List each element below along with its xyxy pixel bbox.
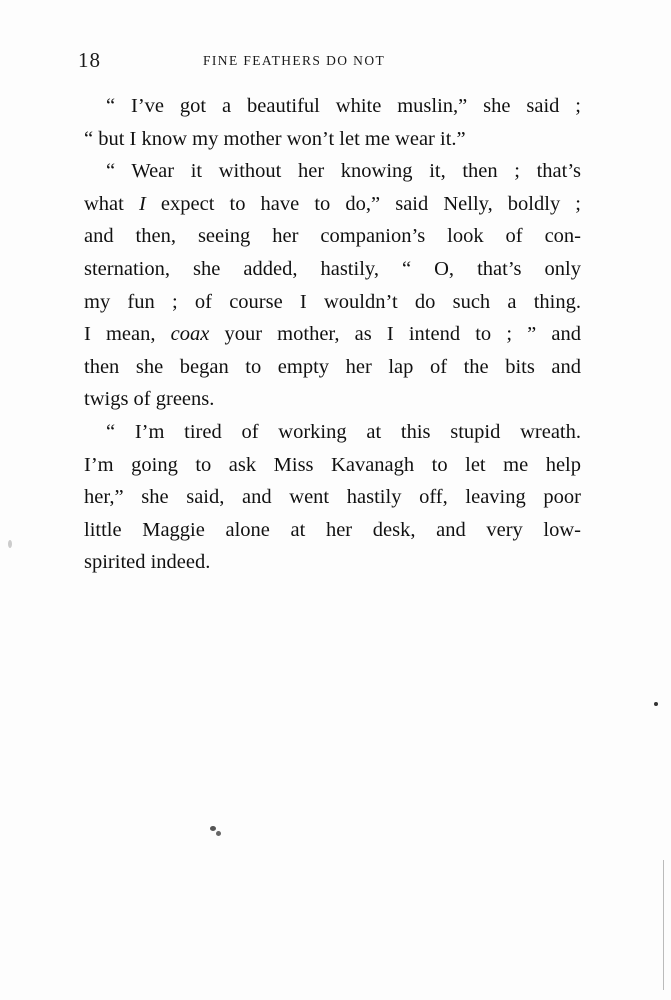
paragraph-3 bbox=[84, 416, 581, 579]
text-line: “ I’m tired of working at this stupid wreath. bbox=[106, 420, 581, 443]
paragraph-2 bbox=[84, 155, 581, 416]
italic-run: I bbox=[138, 192, 146, 215]
text-line: sternation, she added, hastily, “ O, that’s only bbox=[84, 257, 581, 280]
ink-speck bbox=[210, 826, 216, 831]
text-line: I’m going to ask Miss Kavanagh to let me help bbox=[84, 453, 581, 476]
body-text bbox=[84, 90, 581, 579]
ink-speck bbox=[216, 831, 221, 836]
text-line: then she began to empty her lap of the bits and bbox=[84, 355, 581, 378]
text-line: her,” she said, and went hastily off, leaving poor bbox=[84, 486, 581, 509]
text-run: expect to have to do,” said Nelly, boldly ; bbox=[145, 192, 581, 215]
text-run: I mean, bbox=[84, 323, 171, 346]
text-line: twigs of greens. bbox=[84, 388, 215, 411]
text-line bbox=[84, 188, 581, 221]
text-line: my fun ; of course I wouldn’t do such a thing. bbox=[84, 290, 581, 313]
ink-speck bbox=[654, 702, 658, 706]
running-title: FINE FEATHERS DO NOT bbox=[203, 53, 386, 68]
text-run: what bbox=[84, 192, 139, 215]
page-edge bbox=[663, 860, 664, 990]
text-line: “ I’ve got a beautiful white muslin,” she said ; bbox=[106, 95, 581, 117]
text-line: “ but I know my mother won’t let me wear it.” bbox=[84, 127, 466, 150]
text-line: little Maggie alone at her desk, and very low- bbox=[84, 518, 581, 541]
text-line: “ Wear it without her knowing it, then ; that’s bbox=[106, 160, 581, 183]
text-line: spirited indeed. bbox=[84, 551, 211, 574]
paragraph-1 bbox=[84, 90, 581, 155]
italic-run: coax bbox=[170, 323, 210, 346]
text-run: your mother, as I intend to ; ” and bbox=[209, 323, 581, 346]
text-line: and then, seeing her companion’s look of con- bbox=[84, 225, 581, 248]
page-number: 18 bbox=[78, 48, 101, 72]
ink-speck bbox=[8, 540, 12, 548]
text-line bbox=[84, 318, 581, 351]
running-head bbox=[78, 48, 578, 72]
